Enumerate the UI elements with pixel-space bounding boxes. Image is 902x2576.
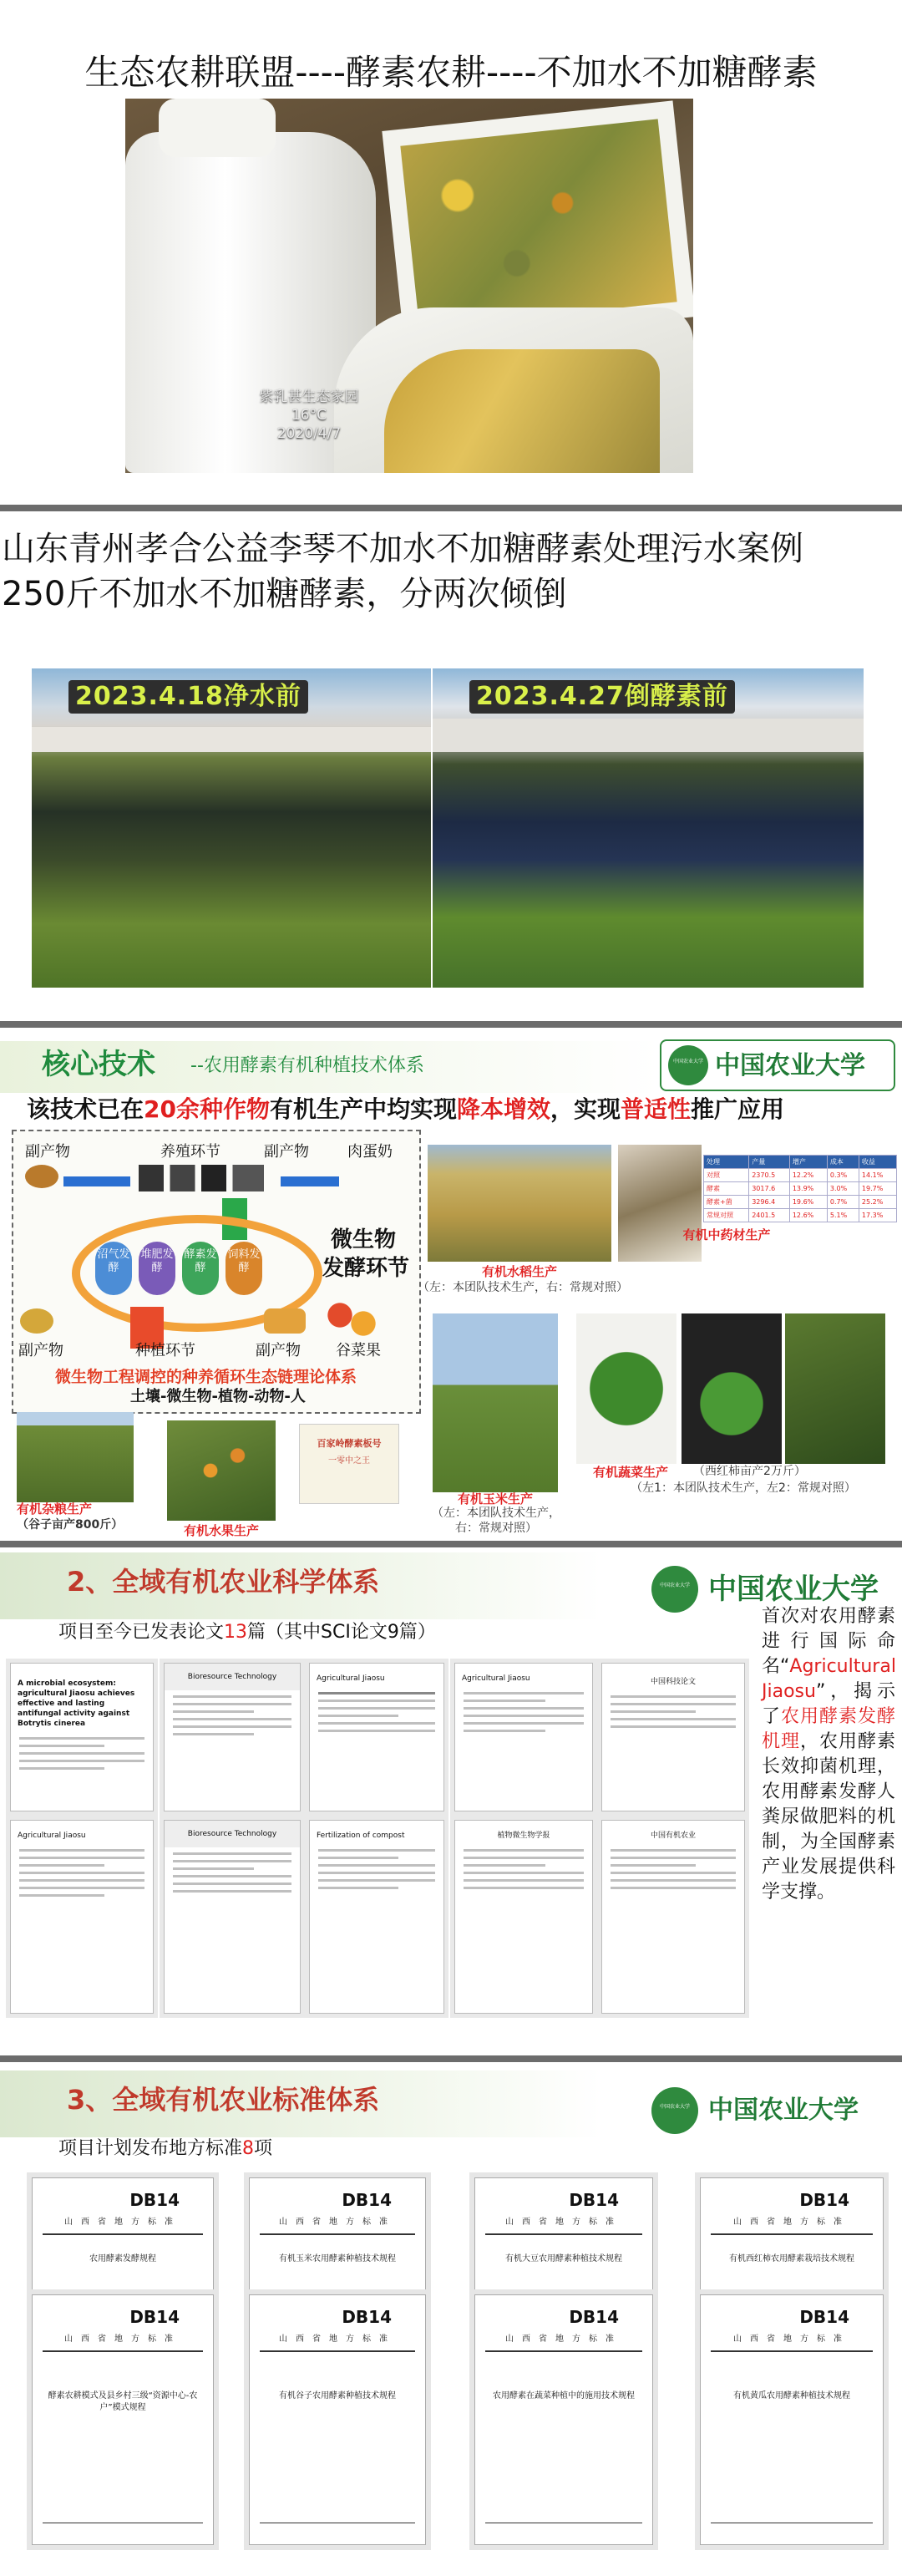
standard-code: DB14 — [129, 2307, 180, 2327]
desc-text: 首次对农用酵素进行国际命名“ — [762, 1606, 895, 1677]
veg-caption: 有机蔬菜生产 — [592, 1465, 668, 1480]
tech-highlight-efficiency: 降本增效 — [457, 1095, 551, 1123]
standard-name: 有机玉米农用酵素种植技术规程 — [279, 2254, 396, 2264]
paper-count-text: 篇（其中SCI论文9篇） — [247, 1622, 436, 1643]
stamp-line1: 紫乳甚生态家园 — [259, 389, 359, 405]
rice-note: （左：本团队技术生产，右：常规对照） — [418, 1281, 628, 1294]
cell: 25.2% — [859, 1196, 896, 1209]
herb-photo — [618, 1145, 702, 1262]
tech-text: 推广应用 — [691, 1095, 785, 1123]
standard-code: DB14 — [569, 2190, 619, 2210]
paper-title: Bioresource Technology — [165, 1821, 300, 1847]
jiaosu-pill: 酵素发酵 — [182, 1242, 219, 1295]
university-emblem-icon — [651, 1566, 698, 1613]
cell: 17.3% — [859, 1209, 896, 1222]
paper-3 — [309, 1663, 444, 1811]
university-emblem-text: 中国农业大学 — [659, 2104, 690, 2110]
greenhouse-photo — [785, 1313, 885, 1464]
byproduct-bottom-right: 副产物 — [256, 1342, 301, 1359]
th: 处理 — [704, 1156, 749, 1169]
paper-6 — [10, 1820, 154, 2014]
after-label: 2023.4.27倒酵素前 — [469, 680, 735, 714]
standard-org: 山西省地方标准 — [279, 2335, 396, 2344]
tomato-plant-photo-1 — [576, 1313, 676, 1464]
standard-org: 山西省地方标准 — [733, 2218, 850, 2227]
cell: 5.1% — [827, 1209, 859, 1222]
paper-2 — [164, 1663, 301, 1811]
divider-2 — [0, 1021, 902, 1028]
divider-1 — [0, 505, 902, 511]
cell: 3.0% — [827, 1182, 859, 1196]
bag-enzyme-material — [384, 349, 660, 473]
cell: 3017.6 — [749, 1182, 790, 1196]
paper-count-line — [58, 1619, 436, 1646]
microbe-label: 微生物 — [331, 1227, 397, 1252]
core-tech-title: 核心技术 — [42, 1048, 155, 1081]
cell: 14.1% — [859, 1169, 896, 1182]
paper-title: A microbial ecosystem: agricultural Jiaosu achieves effective and lasting antifungal activity against Botrytis cinerea — [18, 1679, 135, 1728]
eco-chain-title: 微生物工程调控的种养循环生态链理论体系 — [55, 1368, 357, 1386]
standard-code: DB14 — [129, 2190, 180, 2210]
paper-title: Bioresource Technology — [165, 1664, 300, 1690]
paper-title: 中国科技论文 — [650, 1678, 696, 1686]
university-logo — [660, 1039, 895, 1091]
cell: 2370.5 — [749, 1169, 790, 1182]
cell: 对照 — [704, 1169, 749, 1182]
desc-text: ”，揭示了 — [762, 1681, 895, 1727]
millet-caption: 有机杂粮生产 — [17, 1501, 93, 1517]
naming-description — [762, 1604, 895, 1905]
cell: 19.7% — [859, 1182, 896, 1196]
paper-4 — [454, 1663, 593, 1811]
corn-note: （左：本团队技术生产，右：常规对照） — [432, 1506, 560, 1535]
standard-code: DB14 — [799, 2190, 849, 2210]
pond-before-photo — [32, 668, 431, 988]
tray-enzyme-material — [400, 119, 676, 328]
standard-name: 有机黄瓜农用酵素种植技术规程 — [733, 2391, 850, 2401]
tech-highlight-crops: 20余种作物 — [144, 1095, 270, 1123]
breeding-stage: 养殖环节 — [160, 1143, 220, 1161]
stamp-line3: 2020/4/7 — [276, 425, 342, 442]
fruit-photo — [167, 1420, 276, 1521]
cell: 13.9% — [789, 1182, 827, 1196]
standard-name: 农用酵素发酵规程 — [89, 2254, 156, 2264]
university-name: 中国农业大学 — [715, 1051, 865, 1080]
section2-title: 山东青州孝合公益李琴不加水不加糖酵素处理污水案例 — [2, 530, 803, 568]
veg-note-2: （左1：本团队技术生产，左2：常规对照） — [631, 1481, 856, 1495]
millet-photo — [17, 1412, 134, 1502]
paper-count: 13 — [224, 1622, 248, 1643]
standard-code: DB14 — [342, 2307, 392, 2327]
standard-2 — [249, 2177, 426, 2291]
th: 产量 — [749, 1156, 790, 1169]
standard-org: 山西省地方标准 — [733, 2335, 850, 2344]
standard-org: 山西省地方标准 — [505, 2218, 622, 2227]
livestock-icon — [139, 1165, 264, 1191]
standard-3 — [474, 2177, 653, 2291]
university-emblem-text: 中国农业大学 — [672, 1059, 703, 1064]
paper-title: 植物微生物学报 — [497, 1832, 550, 1840]
desc-highlight-name: Agricultural Jiaosu — [762, 1656, 896, 1702]
arrow-right-icon — [281, 1176, 339, 1186]
enzyme-photo — [125, 99, 693, 473]
divider-3 — [0, 1541, 902, 1547]
building-wall — [433, 719, 864, 752]
byproduct-top-right: 副产物 — [264, 1143, 309, 1161]
rice-caption: 有机水稻生产 — [481, 1264, 557, 1279]
byproduct-top-left: 副产物 — [25, 1143, 70, 1161]
standard-org: 山西省地方标准 — [505, 2335, 622, 2344]
paper-title: Agricultural Jiaosu — [18, 1832, 86, 1840]
standard-count: 8 — [242, 2138, 255, 2159]
science-title: 2、全域有机农业科学体系 — [67, 1566, 380, 1598]
cell: 酵素 — [704, 1182, 749, 1196]
th: 收益 — [859, 1156, 896, 1169]
university-name: 中国农业大学 — [708, 1573, 879, 1606]
tech-text: ，实现 — [550, 1095, 621, 1123]
standard-code: DB14 — [799, 2307, 849, 2327]
arrow-left-icon — [63, 1176, 130, 1186]
veg-note: （西红柿亩产2万斤） — [693, 1465, 806, 1478]
cycle-diagram — [12, 1130, 421, 1414]
paper-8 — [309, 1820, 444, 2014]
photo-stamp — [226, 388, 393, 443]
paper-7 — [164, 1820, 301, 2014]
cell: 0.3% — [827, 1169, 859, 1182]
fertilizer-icon — [20, 1308, 53, 1334]
tech-highlight-universal: 普适性 — [621, 1095, 692, 1123]
tomato-plant-photo-2 — [682, 1313, 782, 1464]
bucket-cap — [159, 99, 276, 157]
building-wall — [32, 727, 431, 752]
millet-note: （谷子亩产800斤） — [17, 1518, 124, 1532]
standard-count-text: 项目计划发布地方标准 — [58, 2138, 243, 2159]
pond-after-photo — [433, 668, 864, 988]
university-name: 中国农业大学 — [708, 2096, 859, 2125]
core-tech-subtitle: --农用酵素有机种植技术体系 — [190, 1055, 424, 1076]
standard-code: DB14 — [569, 2307, 619, 2327]
paper-title: Agricultural Jiaosu — [462, 1674, 530, 1683]
standard-name: 有机西红柿农用酵素栽培技术规程 — [729, 2254, 854, 2264]
biogas-pill: 沼气发酵 — [95, 1242, 132, 1295]
feed-pill: 饲料发酵 — [226, 1242, 262, 1295]
standard-8 — [700, 2294, 884, 2545]
cell: 19.6% — [789, 1196, 827, 1209]
ferment-label: 发酵环节 — [322, 1256, 410, 1281]
standard-name: 农用酵素在蔬菜种植中的施用技术规程 — [493, 2391, 635, 2401]
paper-5 — [601, 1663, 745, 1811]
book-note: 一零中之王 — [328, 1456, 370, 1466]
standard-org: 山西省地方标准 — [279, 2218, 396, 2227]
meat-eggs-milk: 肉蛋奶 — [347, 1143, 393, 1161]
book-cover — [299, 1424, 399, 1504]
cell: 酵素+菌 — [704, 1196, 749, 1209]
paper-1 — [10, 1663, 154, 1811]
cell: 12.2% — [789, 1169, 827, 1182]
cell: 常规对照 — [704, 1209, 749, 1222]
tech-text: 有机生产中均实现 — [269, 1095, 457, 1123]
produce-icon — [264, 1308, 306, 1334]
before-label: 2023.4.18净水前 — [68, 680, 308, 714]
manure-icon — [25, 1165, 58, 1188]
corn-caption: 有机玉米生产 — [457, 1491, 533, 1506]
th: 成本 — [827, 1156, 859, 1169]
herb-caption: 有机中药材生产 — [682, 1227, 771, 1242]
cell: 12.6% — [789, 1209, 827, 1222]
rice-photo — [428, 1145, 611, 1262]
stamp-line2: 16°C — [291, 407, 327, 424]
book-title: 百家岭酵素板号 — [317, 1438, 382, 1449]
fruit-veg-icon — [322, 1298, 381, 1340]
standard-org: 山西省地方标准 — [64, 2335, 181, 2344]
university-logo — [648, 2082, 899, 2139]
cell: 0.7% — [827, 1196, 859, 1209]
university-emblem-text: 中国农业大学 — [659, 1583, 690, 1588]
standards-title: 3、全域有机农业标准体系 — [67, 2084, 380, 2116]
divider-4 — [0, 2055, 902, 2062]
compost-pill: 堆肥发酵 — [139, 1242, 175, 1295]
standard-org: 山西省地方标准 — [64, 2218, 181, 2227]
standard-5 — [32, 2294, 214, 2545]
standard-name: 酵素农耕模式及县乡村三级“资源中心-农户”模式规程 — [48, 2391, 198, 2412]
cell: 2401.5 — [749, 1209, 790, 1222]
standard-1 — [32, 2177, 214, 2291]
standard-count-text: 项 — [254, 2138, 273, 2159]
paper-title: Fertilization of compost — [317, 1832, 405, 1840]
standard-4 — [700, 2177, 884, 2291]
desc-text: ，农用酵素长效抑菌机理，农用酵素发酵人粪尿做肥料的机制，为全国酵素产业发展提供科学支撑。 — [762, 1731, 895, 1903]
grains-veg-fruit: 谷菜果 — [336, 1342, 381, 1359]
standard-7 — [474, 2294, 653, 2545]
section2-subtitle: 250斤不加水不加糖酵素，分两次倾倒 — [2, 575, 567, 613]
th: 增产 — [789, 1156, 827, 1169]
cell: 3296.4 — [749, 1196, 790, 1209]
university-emblem-icon — [668, 1045, 708, 1085]
standard-name: 有机大豆农用酵素种植技术规程 — [505, 2254, 622, 2264]
desc-highlight-mechanism: 农用酵素发酵机理 — [762, 1706, 895, 1752]
standard-count-line — [58, 2136, 272, 2162]
tech-text: 该技术已在 — [27, 1095, 144, 1123]
standard-name: 有机谷子农用酵素种植技术规程 — [279, 2391, 396, 2401]
fruit-caption: 有机水果生产 — [183, 1523, 259, 1538]
tech-statement — [27, 1093, 887, 1126]
planting-stage: 种植环节 — [135, 1342, 195, 1359]
paper-title: Agricultural Jiaosu — [317, 1674, 385, 1683]
byproduct-bottom-left: 副产物 — [18, 1342, 63, 1359]
standard-code: DB14 — [342, 2190, 392, 2210]
paper-9 — [454, 1820, 593, 2014]
university-emblem-icon — [651, 2087, 698, 2134]
section1-title: 生态农耕联盟----酵素农耕----不加水不加糖酵素 — [84, 52, 818, 93]
eco-chain-subtitle: 土壤-微生物-植物-动物-人 — [130, 1388, 306, 1405]
paper-10 — [601, 1820, 745, 2014]
standard-6 — [249, 2294, 426, 2545]
paper-title: 中国有机农业 — [650, 1832, 696, 1840]
paper-count-text: 项目至今已发表论文 — [58, 1622, 225, 1643]
corn-photo — [433, 1313, 558, 1492]
